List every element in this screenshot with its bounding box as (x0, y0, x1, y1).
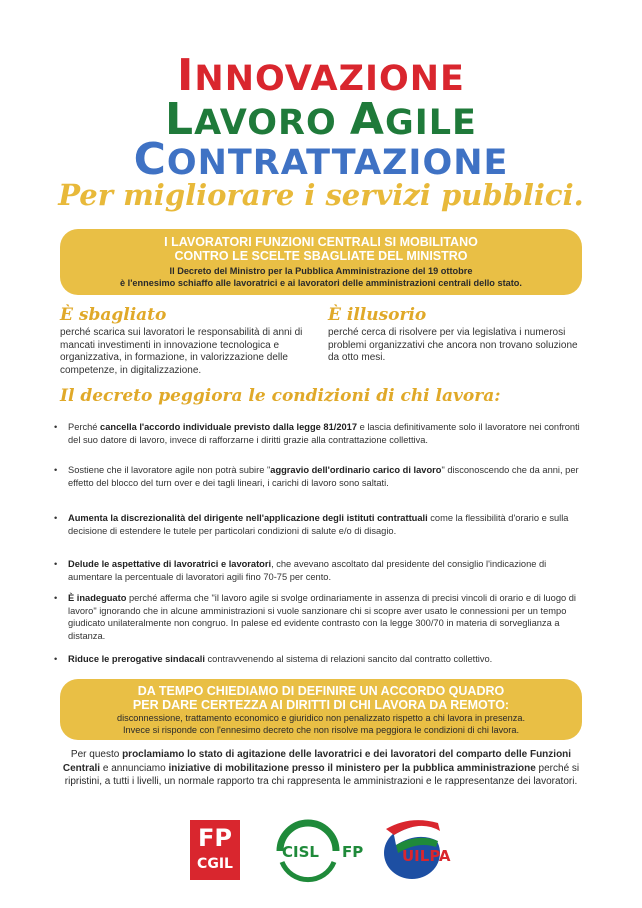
cisl-fp-label: FP (342, 843, 364, 861)
bullet-item: • Riduce le prerogative sindacali contravvenendo al sistema di relazioni sancito dal contratto collettivo. (54, 654, 493, 664)
title-lavoro-agile: LAVORO AGILE (165, 94, 477, 145)
fp-cgil-logo-top: FP (198, 824, 232, 852)
title-contrattazione: CONTRATTAZIONE (133, 134, 509, 185)
bullet-dot: • (54, 593, 58, 603)
decree-heading: Il decreto peggiora le condizioni di chi lavora: (60, 386, 501, 406)
fp-cgil-logo (190, 820, 240, 880)
uilpa-label: UILPA (402, 847, 451, 865)
fp-cgil-logo-bottom: CGIL (197, 856, 233, 872)
banner-line-3: Il Decreto del Ministro per la Pubblica Amministrazione del 19 ottobre (169, 266, 473, 276)
bullet-dot: • (54, 513, 58, 523)
mobilization-banner (60, 229, 582, 295)
bullet-dot: • (54, 654, 58, 664)
uilpa-logo (380, 815, 460, 885)
text-sbagliato: perché scarica sui lavoratori le responsabilità di anni di mancati investimenti in innovazione tecnologica e organizzativa, in formazione, in valorizzazione delle competenze, in digitalizzazione. (60, 327, 303, 376)
bullet-item: • Delude le aspettative di lavoratrici e lavoratori, che avevano ascoltato dal presidente del consiglio l'indicazione di aumentare la percentuale di lavoratori agili fino 70-75 per cento. (54, 559, 547, 582)
banner-line-2: CONTRO LE SCELTE SBAGLIATE DEL MINISTRO (174, 249, 468, 263)
cisl-label: CISL (282, 843, 319, 861)
bullet-item: • Perché cancella l'accordo individuale previsto dalla legge 81/2017 e lascia definitivamente solo il lavoratore nei confronti del suo datore di lavoro, invece di rafforzarne i diritti grazie alla contrattazione collettiva. (54, 422, 580, 445)
cisl-fp-logo (270, 818, 375, 884)
bullet-item: • È inadeguato perché afferma che "il lavoro agile si svolge ordinariamente in assenza di precisi vincoli di orario e di luogo di lavoro" ignorando che in alcune amministrazioni si vuole sanzionare chi si scopre aver usato le connessioni per un tempo giudicato unilateralmente non congruo. In palese ed evidente contrasto con la legge 300/70 in materia di sorveglianza a distanza. (54, 593, 576, 641)
title-innovazione: INNOVAZIONE (177, 50, 465, 101)
heading-illusorio: È illusorio (328, 305, 427, 325)
banner2-line-1: DA TEMPO CHIEDIAMO DI DEFINIRE UN ACCORDO QUADRO (137, 684, 505, 698)
framework-agreement-banner (60, 679, 582, 740)
bullet-item: • Aumenta la discrezionalità del dirigente nell'applicazione degli istituti contrattuali come la flessibilità d'orario e sulla decisione di estendere le tutele per particolari condizioni di salute e/o di disagio. (54, 513, 569, 536)
bullet-item: • Sostiene che il lavoratore agile non potrà subire "aggravio dell'ordinario carico di lavoro" disconoscendo che da anni, per effetto del blocco del turn over e dei tagli lineari, i carichi di lavoro sono saltati. (54, 465, 579, 488)
text-illusorio: perché cerca di risolvere per via legislativa i numerosi problemi organizzativi che ancora non trovano soluzione da otto mesi. (328, 327, 578, 363)
banner-line-4: è l'ennesimo schiaffo alle lavoratrici e ai lavoratori delle amministrazioni centrali dello stato. (120, 278, 522, 288)
banner2-line-2: PER DARE CERTEZZA AI DIRITTI DI CHI LAVORA DA REMOTO: (132, 698, 510, 712)
subtitle: Per migliorare i servizi pubblici. (58, 178, 584, 212)
bullet-dot: • (54, 559, 58, 569)
banner2-line-3: disconnessione, trattamento economico e giuridico non penalizzato rispetto a chi lavora in presenza. (116, 713, 526, 723)
heading-sbagliato: È sbagliato (60, 305, 167, 325)
banner-line-1: I LAVORATORI FUNZIONI CENTRALI SI MOBILITANO (164, 235, 478, 249)
bullet-dot: • (54, 422, 58, 432)
closing-statement: Per questo proclamiamo lo stato di agitazione delle lavoratrici e dei lavoratori del comparto delle Funzioni Centrali e annunciamo iniziative di mobilitazione presso il ministero per la pubblica amministrazione perché si ripristini, a tutti i livelli, un normale rapporto tra chi rappresenta le amministrazioni e le rappresentanze dei lavoratori. (62, 749, 580, 787)
banner2-line-4: Invece si risponde con l'ennesimo decreto che non risolve ma peggiora le condizioni di chi lavora. (122, 725, 520, 735)
bullet-dot: • (54, 465, 58, 475)
